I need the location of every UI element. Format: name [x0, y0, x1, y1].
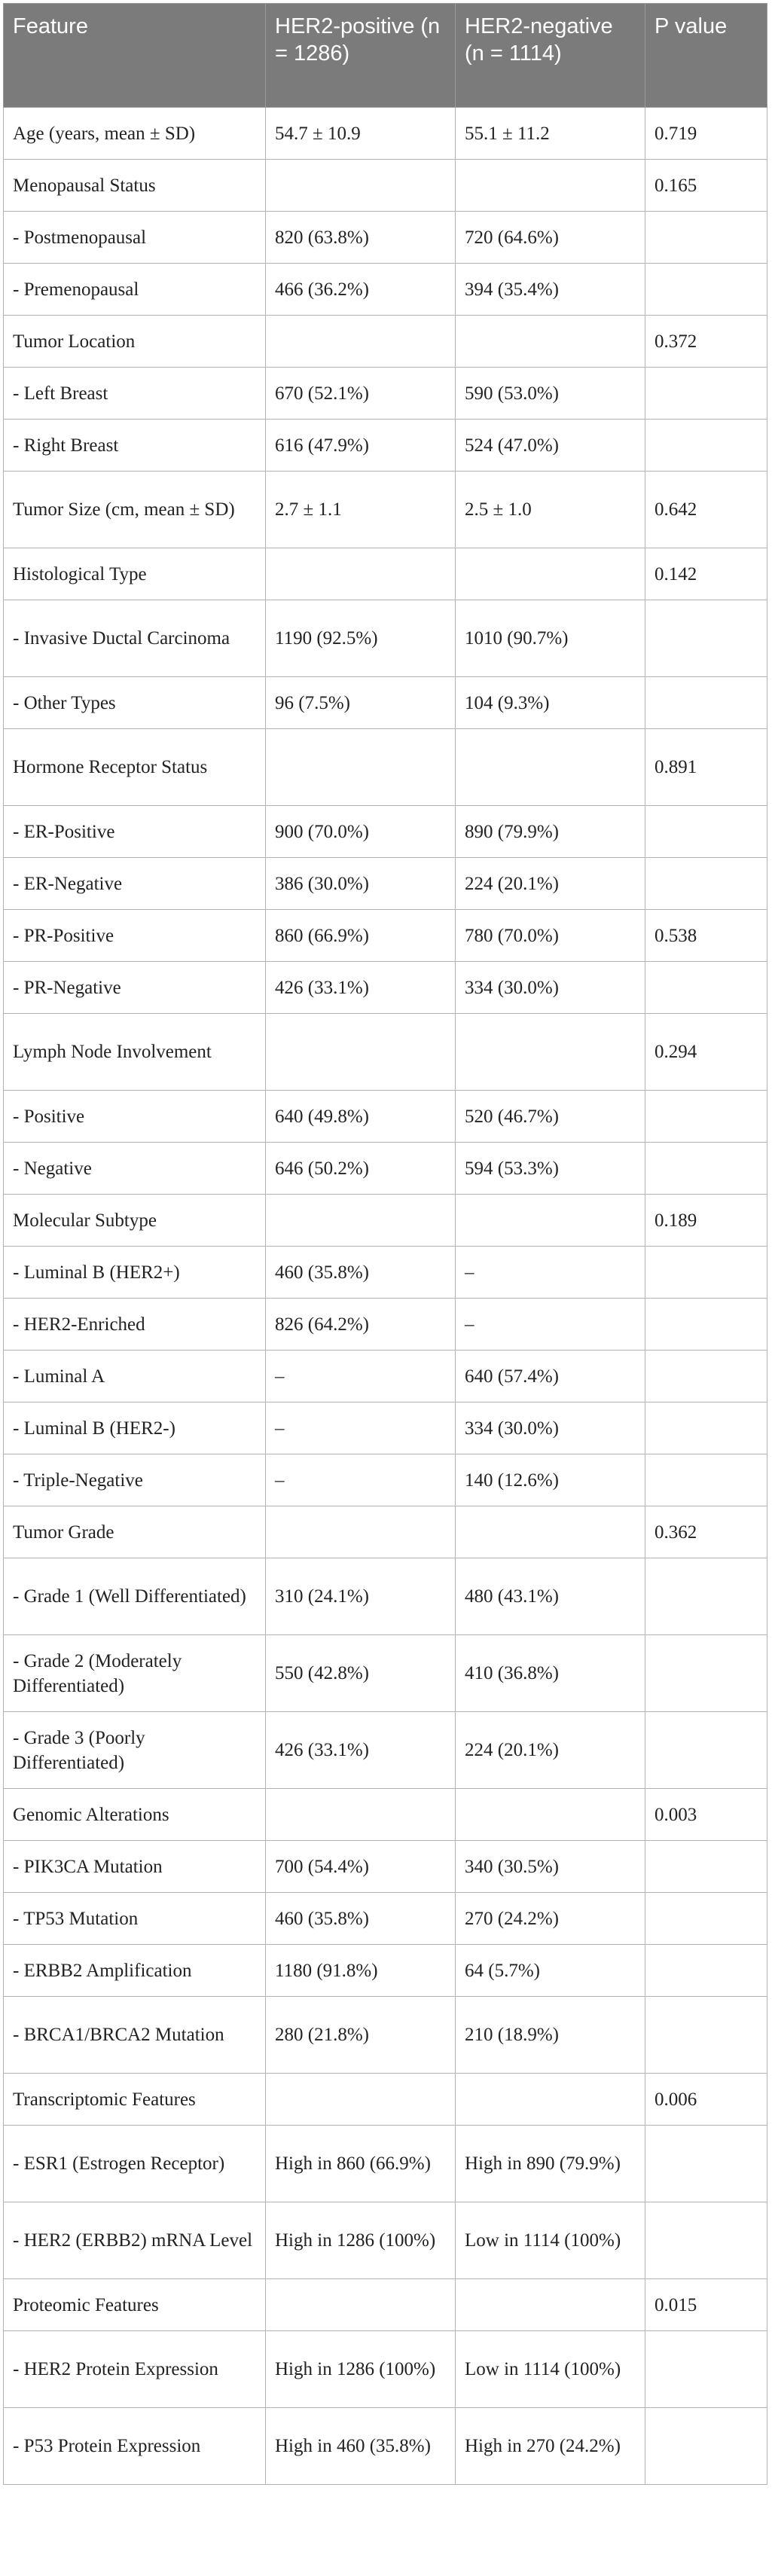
cell-p-value [645, 600, 767, 677]
cell-feature: - Luminal B (HER2+) [4, 1247, 266, 1299]
table-row [4, 1712, 767, 1789]
cell-feature: - ER-Positive [4, 806, 266, 858]
cell-her2-positive: 826 (64.2%) [266, 1299, 456, 1351]
table-row [4, 1351, 767, 1402]
cell-her2-negative [456, 316, 645, 368]
cell-her2-positive: High in 860 (66.9%) [266, 2126, 456, 2202]
cell-p-value: 0.015 [645, 2279, 767, 2331]
cell-p-value [645, 2126, 767, 2202]
cell-feature: - HER2 (ERBB2) mRNA Level [4, 2202, 266, 2279]
table-row [4, 108, 767, 160]
cell-her2-positive: High in 460 (35.8%) [266, 2408, 456, 2485]
cell-feature: - Other Types [4, 677, 266, 729]
cell-p-value: 0.719 [645, 108, 767, 160]
cell-feature: Molecular Subtype [4, 1195, 266, 1247]
cell-feature: - Left Breast [4, 368, 266, 420]
cell-her2-negative: High in 270 (24.2%) [456, 2408, 645, 2485]
cell-feature: - P53 Protein Expression [4, 2408, 266, 2485]
cell-her2-positive: 860 (66.9%) [266, 910, 456, 962]
cell-p-value [645, 1143, 767, 1195]
cell-her2-positive: 646 (50.2%) [266, 1143, 456, 1195]
cell-feature: - ER-Negative [4, 858, 266, 910]
cell-her2-positive [266, 160, 456, 212]
cell-her2-negative: 590 (53.0%) [456, 368, 645, 420]
table-row [4, 962, 767, 1014]
header-her2-positive: HER2-positive (n = 1286) [266, 4, 456, 108]
table-row [4, 2126, 767, 2202]
table-row [4, 1402, 767, 1454]
cell-p-value [645, 1558, 767, 1635]
cell-p-value: 0.165 [645, 160, 767, 212]
cell-her2-negative: 520 (46.7%) [456, 1091, 645, 1143]
cell-feature: Tumor Size (cm, mean ± SD) [4, 472, 266, 548]
cell-her2-negative [456, 1014, 645, 1091]
table-row [4, 160, 767, 212]
cell-feature: - Postmenopausal [4, 212, 266, 264]
cell-her2-positive: 820 (63.8%) [266, 212, 456, 264]
cell-p-value [645, 1997, 767, 2074]
table-row [4, 910, 767, 962]
cell-her2-negative [456, 548, 645, 600]
cell-her2-positive: 54.7 ± 10.9 [266, 108, 456, 160]
cell-her2-positive: – [266, 1402, 456, 1454]
cell-p-value: 0.142 [645, 548, 767, 600]
table-row [4, 806, 767, 858]
cell-feature: - PIK3CA Mutation [4, 1841, 266, 1893]
cell-her2-negative: 2.5 ± 1.0 [456, 472, 645, 548]
cell-feature: Tumor Grade [4, 1506, 266, 1558]
cell-feature: - Luminal A [4, 1351, 266, 1402]
cell-her2-negative: 780 (70.0%) [456, 910, 645, 962]
cell-her2-positive: 460 (35.8%) [266, 1893, 456, 1945]
table-row [4, 2202, 767, 2279]
cell-feature: Transcriptomic Features [4, 2074, 266, 2126]
table-row [4, 1091, 767, 1143]
cell-feature: Hormone Receptor Status [4, 729, 266, 806]
cell-p-value [645, 1893, 767, 1945]
cell-her2-negative: 334 (30.0%) [456, 962, 645, 1014]
cell-feature: - Positive [4, 1091, 266, 1143]
cell-her2-negative: 270 (24.2%) [456, 1893, 645, 1945]
cell-her2-positive [266, 1195, 456, 1247]
cell-p-value: 0.006 [645, 2074, 767, 2126]
cell-her2-positive [266, 729, 456, 806]
cell-her2-positive: 900 (70.0%) [266, 806, 456, 858]
cell-p-value [645, 2331, 767, 2408]
cell-feature: Genomic Alterations [4, 1789, 266, 1841]
cell-her2-positive: 670 (52.1%) [266, 368, 456, 420]
table-row [4, 1143, 767, 1195]
table-row [4, 729, 767, 806]
cell-feature: Tumor Location [4, 316, 266, 368]
cell-her2-positive: 1180 (91.8%) [266, 1945, 456, 1997]
cell-p-value [645, 677, 767, 729]
cell-p-value: 0.189 [645, 1195, 767, 1247]
cell-feature: Histological Type [4, 548, 266, 600]
cell-p-value [645, 420, 767, 472]
cell-her2-positive: 280 (21.8%) [266, 1997, 456, 2074]
table-row [4, 2331, 767, 2408]
cell-her2-positive: 640 (49.8%) [266, 1091, 456, 1143]
cell-her2-negative: 140 (12.6%) [456, 1454, 645, 1506]
cell-her2-positive: 1190 (92.5%) [266, 600, 456, 677]
table-row [4, 1195, 767, 1247]
cell-her2-negative: 64 (5.7%) [456, 1945, 645, 1997]
cell-her2-negative: 210 (18.9%) [456, 1997, 645, 2074]
cell-feature: Age (years, mean ± SD) [4, 108, 266, 160]
cell-p-value: 0.362 [645, 1506, 767, 1558]
cell-her2-negative [456, 2279, 645, 2331]
table-row [4, 858, 767, 910]
cell-her2-positive [266, 316, 456, 368]
cell-feature: - Premenopausal [4, 264, 266, 316]
cell-p-value [645, 1454, 767, 1506]
cell-her2-negative: 410 (36.8%) [456, 1635, 645, 1712]
cell-her2-negative: Low in 1114 (100%) [456, 2331, 645, 2408]
cell-feature: Menopausal Status [4, 160, 266, 212]
cell-her2-negative: 1010 (90.7%) [456, 600, 645, 677]
table-body [4, 108, 767, 2485]
cell-feature: - Grade 3 (Poorly Differentiated) [4, 1712, 266, 1789]
table-row [4, 1247, 767, 1299]
cell-her2-negative: High in 890 (79.9%) [456, 2126, 645, 2202]
cell-feature: Lymph Node Involvement [4, 1014, 266, 1091]
data-table [3, 3, 767, 2485]
cell-her2-positive: 426 (33.1%) [266, 962, 456, 1014]
cell-her2-positive: 310 (24.1%) [266, 1558, 456, 1635]
cell-feature: Proteomic Features [4, 2279, 266, 2331]
cell-her2-positive: 550 (42.8%) [266, 1635, 456, 1712]
cell-her2-positive [266, 1506, 456, 1558]
table-row [4, 2074, 767, 2126]
cell-her2-negative: 104 (9.3%) [456, 677, 645, 729]
cell-p-value: 0.372 [645, 316, 767, 368]
table-row [4, 1841, 767, 1893]
header-her2-negative: HER2-negative (n = 1114) [456, 4, 645, 108]
table-row [4, 1558, 767, 1635]
table-row [4, 1997, 767, 2074]
table-header [4, 4, 767, 108]
table-row [4, 1789, 767, 1841]
table-row [4, 600, 767, 677]
cell-feature: - Grade 1 (Well Differentiated) [4, 1558, 266, 1635]
cell-feature: - HER2-Enriched [4, 1299, 266, 1351]
table-row [4, 2279, 767, 2331]
table-row [4, 472, 767, 548]
cell-p-value [645, 2202, 767, 2279]
header-feature: Feature [4, 4, 266, 108]
table-row [4, 316, 767, 368]
table-row [4, 1893, 767, 1945]
cell-feature: - Triple-Negative [4, 1454, 266, 1506]
cell-her2-positive: 96 (7.5%) [266, 677, 456, 729]
cell-p-value [645, 368, 767, 420]
cell-feature: - Luminal B (HER2-) [4, 1402, 266, 1454]
cell-her2-positive: 616 (47.9%) [266, 420, 456, 472]
cell-p-value [645, 1351, 767, 1402]
cell-her2-positive: 426 (33.1%) [266, 1712, 456, 1789]
table-row [4, 264, 767, 316]
table-row [4, 1014, 767, 1091]
table-row [4, 1635, 767, 1712]
cell-her2-negative: 334 (30.0%) [456, 1402, 645, 1454]
cell-feature: - Grade 2 (Moderately Differentiated) [4, 1635, 266, 1712]
cell-her2-negative: 224 (20.1%) [456, 858, 645, 910]
cell-p-value [645, 1299, 767, 1351]
cell-feature: - ERBB2 Amplification [4, 1945, 266, 1997]
cell-her2-negative: 394 (35.4%) [456, 264, 645, 316]
cell-p-value: 0.003 [645, 1789, 767, 1841]
cell-her2-positive: 2.7 ± 1.1 [266, 472, 456, 548]
cell-p-value [645, 1841, 767, 1893]
cell-her2-positive: 700 (54.4%) [266, 1841, 456, 1893]
cell-feature: - BRCA1/BRCA2 Mutation [4, 1997, 266, 2074]
cell-her2-positive: High in 1286 (100%) [266, 2331, 456, 2408]
cell-her2-negative: – [456, 1299, 645, 1351]
cell-p-value [645, 1712, 767, 1789]
cell-feature: - Negative [4, 1143, 266, 1195]
cell-her2-negative: 480 (43.1%) [456, 1558, 645, 1635]
cell-p-value: 0.294 [645, 1014, 767, 1091]
cell-her2-negative [456, 1789, 645, 1841]
cell-her2-positive [266, 1789, 456, 1841]
cell-her2-positive: High in 1286 (100%) [266, 2202, 456, 2279]
cell-p-value [645, 2408, 767, 2485]
cell-p-value [645, 1945, 767, 1997]
cell-her2-positive: 386 (30.0%) [266, 858, 456, 910]
cell-her2-positive: – [266, 1351, 456, 1402]
cell-p-value [645, 858, 767, 910]
cell-her2-positive: 460 (35.8%) [266, 1247, 456, 1299]
cell-p-value [645, 1635, 767, 1712]
cell-p-value [645, 1091, 767, 1143]
cell-her2-negative: 524 (47.0%) [456, 420, 645, 472]
cell-her2-positive [266, 2074, 456, 2126]
cell-her2-negative: 224 (20.1%) [456, 1712, 645, 1789]
header-row [4, 4, 767, 108]
table-row [4, 1454, 767, 1506]
cell-p-value [645, 264, 767, 316]
cell-feature: - HER2 Protein Expression [4, 2331, 266, 2408]
cell-her2-negative: 55.1 ± 11.2 [456, 108, 645, 160]
cell-her2-negative: – [456, 1247, 645, 1299]
cell-feature: - Invasive Ductal Carcinoma [4, 600, 266, 677]
cell-her2-negative: Low in 1114 (100%) [456, 2202, 645, 2279]
cell-her2-negative: 720 (64.6%) [456, 212, 645, 264]
table-row [4, 368, 767, 420]
cell-her2-negative [456, 1506, 645, 1558]
header-p-value: P value [645, 4, 767, 108]
table-row [4, 420, 767, 472]
cell-p-value [645, 806, 767, 858]
cell-her2-positive: 466 (36.2%) [266, 264, 456, 316]
cell-p-value [645, 1247, 767, 1299]
table-row [4, 2408, 767, 2485]
cell-p-value [645, 212, 767, 264]
cell-p-value [645, 1402, 767, 1454]
cell-her2-positive [266, 1014, 456, 1091]
table-row [4, 1506, 767, 1558]
cell-feature: - TP53 Mutation [4, 1893, 266, 1945]
cell-her2-negative: 594 (53.3%) [456, 1143, 645, 1195]
cell-feature: - PR-Negative [4, 962, 266, 1014]
cell-her2-negative [456, 2074, 645, 2126]
cell-feature: - ESR1 (Estrogen Receptor) [4, 2126, 266, 2202]
table-row [4, 677, 767, 729]
table-row [4, 1299, 767, 1351]
table-row [4, 212, 767, 264]
cell-her2-positive: – [266, 1454, 456, 1506]
cell-her2-negative: 890 (79.9%) [456, 806, 645, 858]
cell-p-value: 0.642 [645, 472, 767, 548]
cell-feature: - Right Breast [4, 420, 266, 472]
cell-her2-positive [266, 548, 456, 600]
cell-p-value: 0.538 [645, 910, 767, 962]
cell-her2-negative: 340 (30.5%) [456, 1841, 645, 1893]
table-row [4, 548, 767, 600]
cell-her2-negative [456, 729, 645, 806]
cell-her2-negative [456, 1195, 645, 1247]
cell-her2-negative [456, 160, 645, 212]
cell-her2-negative: 640 (57.4%) [456, 1351, 645, 1402]
cell-feature: - PR-Positive [4, 910, 266, 962]
table-row [4, 1945, 767, 1997]
cell-p-value [645, 962, 767, 1014]
cell-p-value: 0.891 [645, 729, 767, 806]
cell-her2-positive [266, 2279, 456, 2331]
